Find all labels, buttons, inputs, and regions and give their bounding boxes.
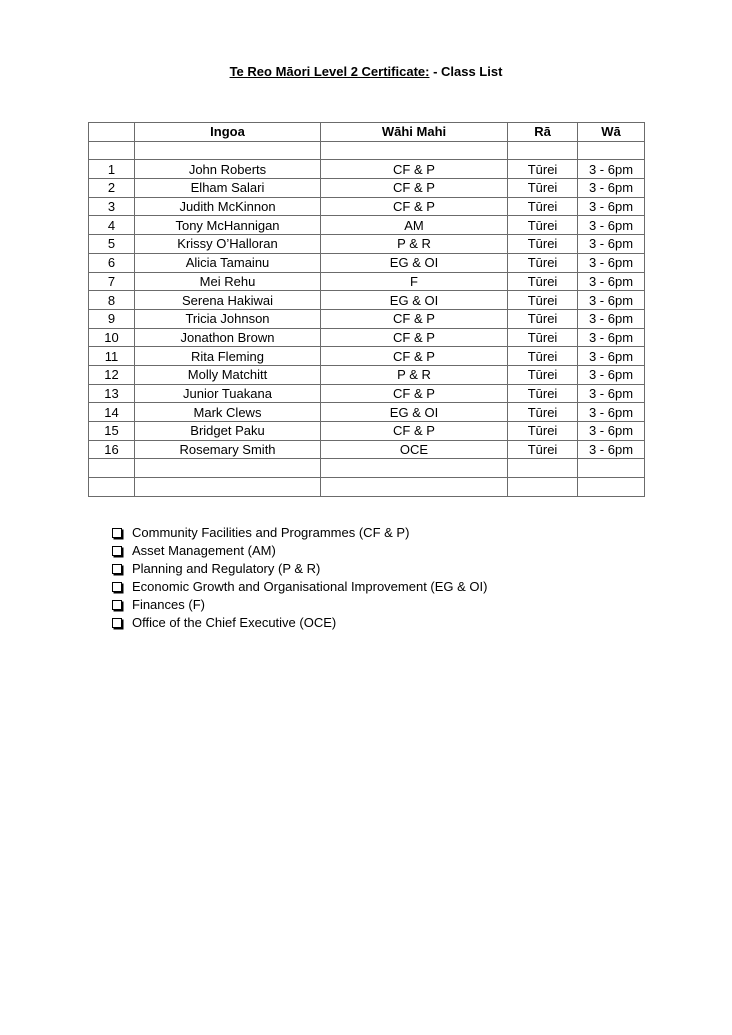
table-row [89,253,645,272]
table-row [89,440,645,459]
table-row [89,328,645,347]
legend-label: Finances (F) [132,597,205,612]
cell-number: 7 [89,272,135,291]
header-name: Ingoa [135,123,321,142]
cell-time: 3 - 6pm [578,403,645,422]
table-row [89,347,645,366]
cell-day: Tūrei [508,422,578,441]
cell-day: Tūrei [508,253,578,272]
cell-number: 5 [89,235,135,254]
legend-item [112,560,487,578]
blank-cell [578,459,645,478]
cell-workplace: CF & P [321,384,508,403]
cell-day: Tūrei [508,272,578,291]
cell-time: 3 - 6pm [578,197,645,216]
cell-number: 4 [89,216,135,235]
blank-cell [321,141,508,160]
cell-name: Judith McKinnon [135,197,321,216]
cell-name: Alicia Tamainu [135,253,321,272]
blank-cell [89,459,135,478]
cell-workplace: F [321,272,508,291]
header-number [89,123,135,142]
legend-item [112,524,487,542]
checkbox-icon [112,546,122,556]
cell-time: 3 - 6pm [578,235,645,254]
cell-day: Tūrei [508,235,578,254]
blank-row [89,478,645,497]
cell-day: Tūrei [508,403,578,422]
blank-row [89,459,645,478]
cell-workplace: EG & OI [321,291,508,310]
cell-workplace: OCE [321,440,508,459]
cell-workplace: CF & P [321,347,508,366]
table-row [89,365,645,384]
cell-day: Tūrei [508,179,578,198]
cell-number: 2 [89,179,135,198]
blank-cell [135,459,321,478]
blank-row [89,141,645,160]
cell-number: 10 [89,328,135,347]
cell-name: Molly Matchitt [135,365,321,384]
checkbox-icon [112,528,122,538]
cell-workplace: P & R [321,365,508,384]
cell-number: 3 [89,197,135,216]
cell-time: 3 - 6pm [578,347,645,366]
legend-label: Community Facilities and Programmes (CF & P) [132,525,410,540]
table-row [89,384,645,403]
cell-time: 3 - 6pm [578,365,645,384]
cell-number: 14 [89,403,135,422]
cell-number: 11 [89,347,135,366]
checkbox-icon [112,582,122,592]
table-row [89,309,645,328]
cell-time: 3 - 6pm [578,291,645,310]
cell-day: Tūrei [508,365,578,384]
cell-time: 3 - 6pm [578,160,645,179]
cell-time: 3 - 6pm [578,253,645,272]
table-row [89,422,645,441]
cell-day: Tūrei [508,440,578,459]
cell-name: Rita Fleming [135,347,321,366]
cell-number: 16 [89,440,135,459]
legend-label: Asset Management (AM) [132,543,276,558]
cell-day: Tūrei [508,216,578,235]
legend-item [112,542,487,560]
table-row [89,403,645,422]
cell-day: Tūrei [508,160,578,179]
legend-label: Planning and Regulatory (P & R) [132,561,321,576]
cell-name: Elham Salari [135,179,321,198]
cell-time: 3 - 6pm [578,440,645,459]
blank-cell [508,141,578,160]
cell-name: Junior Tuakana [135,384,321,403]
cell-name: Tricia Johnson [135,309,321,328]
cell-workplace: CF & P [321,422,508,441]
cell-workplace: EG & OI [321,253,508,272]
cell-day: Tūrei [508,384,578,403]
cell-number: 12 [89,365,135,384]
blank-cell [578,478,645,497]
cell-workplace: CF & P [321,328,508,347]
cell-day: Tūrei [508,347,578,366]
cell-workplace: CF & P [321,309,508,328]
cell-number: 9 [89,309,135,328]
cell-number: 15 [89,422,135,441]
blank-cell [135,478,321,497]
cell-day: Tūrei [508,328,578,347]
title-main: Te Reo Māori Level 2 Certificate: [229,64,430,79]
cell-workplace: CF & P [321,197,508,216]
table-header-row [89,123,645,142]
cell-time: 3 - 6pm [578,272,645,291]
cell-time: 3 - 6pm [578,216,645,235]
title-suffix: - Class List [429,64,503,79]
cell-name: Krissy O’Halloran [135,235,321,254]
table-row [89,160,645,179]
checkbox-icon [112,564,122,574]
cell-time: 3 - 6pm [578,309,645,328]
table-row [89,216,645,235]
blank-cell [321,478,508,497]
cell-name: Rosemary Smith [135,440,321,459]
cell-day: Tūrei [508,309,578,328]
page-title [0,64,732,79]
blank-cell [321,459,508,478]
class-list-table [88,122,645,497]
header-time: Wā [578,123,645,142]
cell-workplace: EG & OI [321,403,508,422]
cell-name: Mark Clews [135,403,321,422]
blank-cell [578,141,645,160]
table-row [89,272,645,291]
cell-number: 6 [89,253,135,272]
table-row [89,291,645,310]
cell-workplace: P & R [321,235,508,254]
cell-number: 8 [89,291,135,310]
cell-name: Mei Rehu [135,272,321,291]
header-day: Rā [508,123,578,142]
cell-name: John Roberts [135,160,321,179]
legend-label: Office of the Chief Executive (OCE) [132,615,337,630]
table-row [89,179,645,198]
legend-item [112,596,487,614]
cell-name: Bridget Paku [135,422,321,441]
checkbox-icon [112,618,122,628]
cell-time: 3 - 6pm [578,384,645,403]
blank-cell [508,478,578,497]
department-legend [112,524,487,632]
blank-cell [135,141,321,160]
cell-time: 3 - 6pm [578,328,645,347]
legend-item [112,578,487,596]
cell-number: 13 [89,384,135,403]
cell-name: Tony McHannigan [135,216,321,235]
cell-number: 1 [89,160,135,179]
header-workplace: Wāhi Mahi [321,123,508,142]
cell-day: Tūrei [508,197,578,216]
blank-cell [89,141,135,160]
cell-name: Serena Hakiwai [135,291,321,310]
cell-workplace: CF & P [321,160,508,179]
cell-day: Tūrei [508,291,578,310]
cell-workplace: CF & P [321,179,508,198]
table-row [89,235,645,254]
table-row [89,197,645,216]
cell-workplace: AM [321,216,508,235]
cell-time: 3 - 6pm [578,179,645,198]
blank-cell [508,459,578,478]
cell-time: 3 - 6pm [578,422,645,441]
cell-name: Jonathon Brown [135,328,321,347]
blank-cell [89,478,135,497]
checkbox-icon [112,600,122,610]
legend-item [112,614,487,632]
legend-label: Economic Growth and Organisational Improvement (EG & OI) [132,579,488,594]
